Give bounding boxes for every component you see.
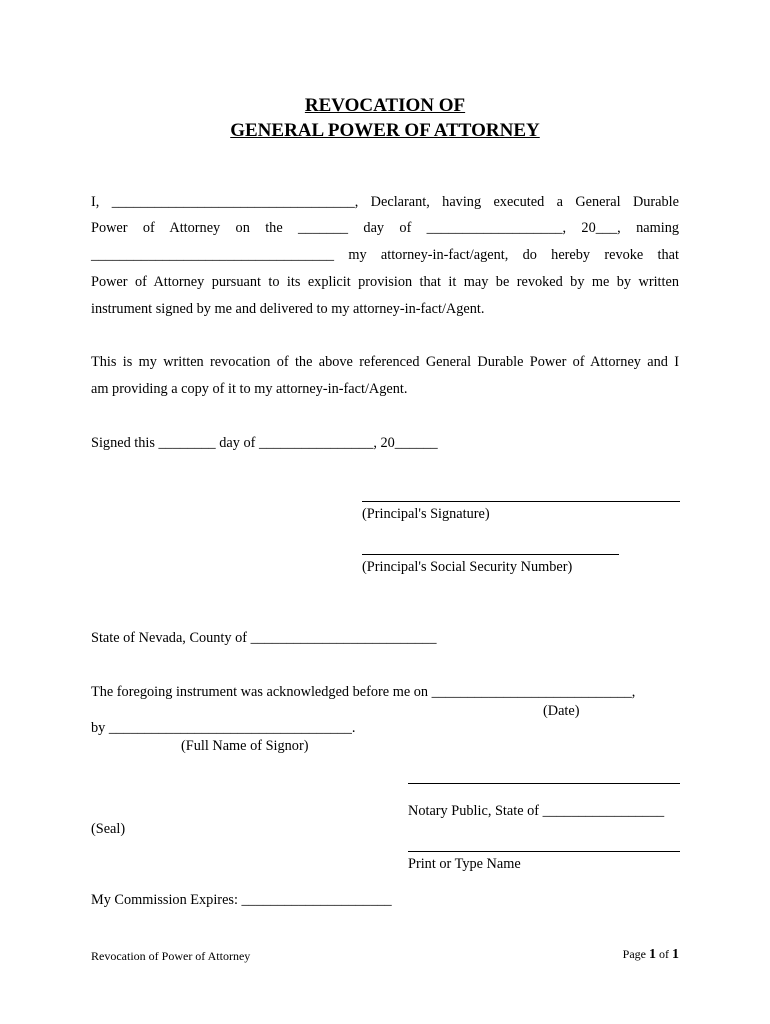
paragraph1-line-1: I, __________________________________, Declarant, having executed a General Durable [91, 194, 679, 210]
paragraph2-line-2: am providing a copy of it to my attorney-in-fact/Agent. [91, 381, 408, 397]
seal-label: (Seal) [91, 821, 126, 837]
signor-label: (Full Name of Signor) [181, 738, 309, 754]
footer-title: Revocation of Power of Attorney [91, 949, 251, 963]
print-name-line [408, 851, 680, 852]
print-name-label: Print or Type Name [408, 856, 521, 872]
footer-page-current: 1 [649, 947, 656, 962]
notary-signature-line [408, 783, 680, 784]
commission-expires-line: My Commission Expires: _____________________ [91, 892, 392, 908]
title-line-1: REVOCATION OF [304, 95, 466, 116]
paragraph2-line-1: This is my written revocation of the above referenced General Durable Power of Attorney and I [91, 354, 679, 370]
footer-page-word: Page [622, 947, 646, 961]
footer-page-number [623, 947, 679, 962]
notary-public-label: Notary Public, State of _________________ [408, 803, 665, 819]
by-line: by __________________________________. [91, 720, 356, 736]
footer-page-total: 1 [672, 947, 679, 962]
date-label: (Date) [543, 703, 580, 719]
paragraph1-line-5: instrument signed by me and delivered to my attorney-in-fact/Agent. [91, 301, 485, 317]
signed-this-line: Signed this ________ day of ________________, 20______ [91, 435, 438, 451]
paragraph1-line-2: Power of Attorney on the _______ day of ___________________, 20___, naming [91, 220, 679, 236]
acknowledgment-line: The foregoing instrument was acknowledged before me on ____________________________, [91, 684, 636, 700]
principal-signature-line [362, 501, 680, 502]
principal-ssn-line [362, 554, 619, 555]
state-county-line: State of Nevada, County of __________________________ [91, 630, 437, 646]
principal-ssn-label: (Principal's Social Security Number) [362, 559, 573, 575]
title-line-2: GENERAL POWER OF ATTORNEY [230, 120, 540, 141]
paragraph1-line-4: Power of Attorney pursuant to its explicit provision that it may be revoked by me by written [91, 274, 679, 290]
principal-signature-label: (Principal's Signature) [362, 506, 490, 522]
paragraph1-line-3: __________________________________ my attorney-in-fact/agent, do hereby revoke that [91, 247, 679, 263]
footer-page-of: of [659, 947, 669, 961]
